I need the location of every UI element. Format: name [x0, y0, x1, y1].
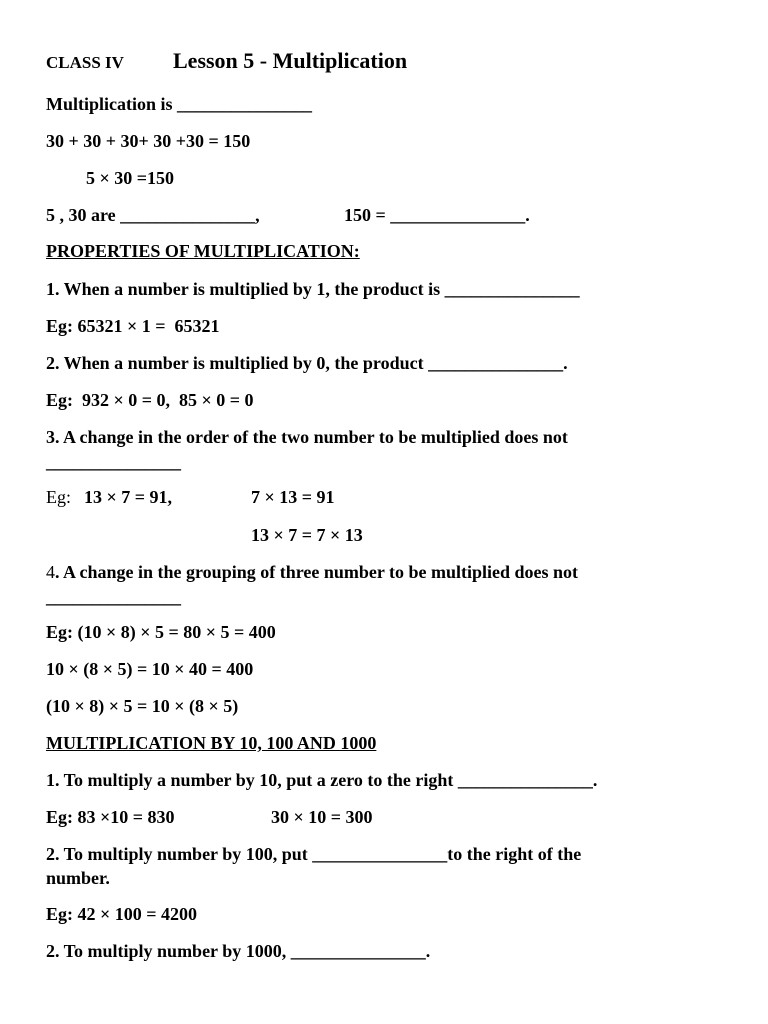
property-2: 2. When a number is multiplied by 0, the product _______________. [46, 353, 568, 373]
rule-2-example: Eg: 42 × 100 = 4200 [46, 904, 198, 924]
class-label: CLASS IV [46, 53, 124, 72]
property-3-example-prefix: Eg: [46, 487, 71, 507]
property-3-example-right: 7 × 13 = 91 [251, 487, 335, 507]
property-4-example-2: 10 × (8 × 5) = 10 × 40 = 400 [46, 659, 254, 679]
property-4-example-3: (10 × 8) × 5 = 10 × (8 × 5) [46, 696, 239, 716]
property-4-number: 4 [46, 562, 55, 582]
property-4-text: . A change in the grouping of three number to be multiplied does not [55, 562, 579, 582]
terms-left: 5 , 30 are _______________, [46, 205, 260, 225]
rule-1-example-left: Eg: 83 ×10 = 830 [46, 807, 175, 827]
rule-2-line-1: 2. To multiply number by 100, put _______________to the right of the [46, 844, 582, 864]
property-4-line-2: _______________ [46, 587, 181, 607]
property-3-line-1: 3. A change in the order of the two number to be multiplied does not [46, 427, 568, 447]
property-3-example-result: 13 × 7 = 7 × 13 [251, 525, 363, 545]
properties-heading: PROPERTIES OF MULTIPLICATION: [46, 241, 360, 261]
property-1: 1. When a number is multiplied by 1, the product is _______________ [46, 279, 580, 299]
property-3-example-left: 13 × 7 = 91, [84, 487, 173, 507]
property-2-example: Eg: 932 × 0 = 0, 85 × 0 = 0 [46, 390, 254, 410]
rule-1: 1. To multiply a number by 10, put a zero to the right _______________. [46, 770, 598, 790]
terms-right: 150 = _______________. [344, 205, 530, 225]
rule-3: 2. To multiply number by 1000, _______________. [46, 941, 431, 961]
rule-1-example-right: 30 × 10 = 300 [271, 807, 373, 827]
rule-2-line-2: number. [46, 868, 110, 888]
property-4-line-1 [46, 561, 578, 583]
definition-line: Multiplication is _______________ [46, 94, 313, 114]
repeated-addition-line: 30 + 30 + 30+ 30 +30 = 150 [46, 131, 251, 151]
lesson-title: Lesson 5 - Multiplication [173, 48, 408, 73]
product-form-line: 5 × 30 =150 [86, 168, 175, 188]
property-1-example: Eg: 65321 × 1 = 65321 [46, 316, 220, 336]
property-4-example-1: Eg: (10 × 8) × 5 = 80 × 5 = 400 [46, 622, 276, 642]
powers-of-ten-heading: MULTIPLICATION BY 10, 100 AND 1000 [46, 733, 377, 753]
property-3-line-2: _______________ [46, 452, 181, 472]
